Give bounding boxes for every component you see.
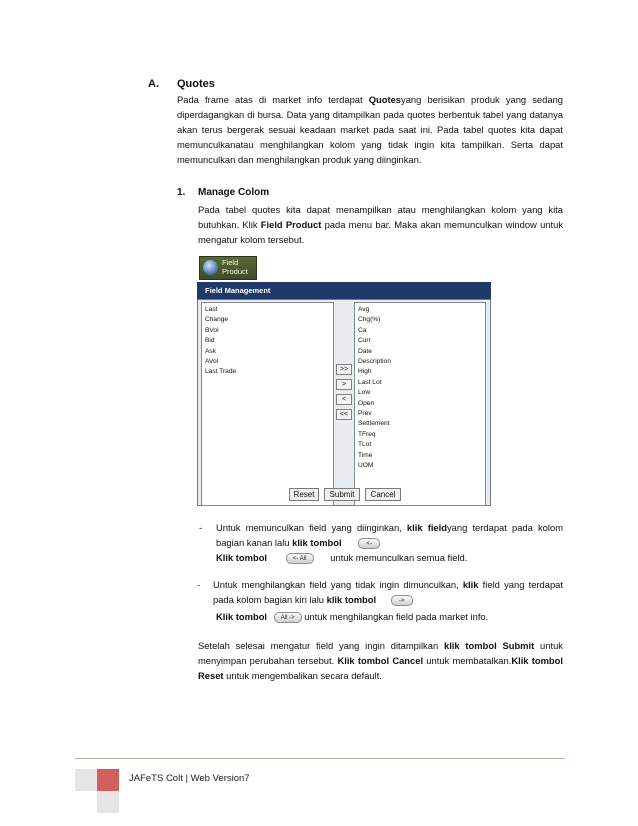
hidden-field-item[interactable]: High: [358, 368, 372, 376]
text-run: klik: [462, 579, 479, 590]
hidden-field-item[interactable]: Ca: [358, 326, 367, 334]
add-button[interactable]: >: [336, 379, 352, 390]
hidden-field-item[interactable]: Prev: [358, 410, 372, 418]
field-product-label: Field Product: [222, 258, 248, 276]
text-run: untuk membatalkan.: [423, 655, 512, 666]
text-run: yang berisikan produk yang sedang diperdagangkan di bursa. Data yang ditampilkan pada quotes berbentuk tabel yang datanya akan terus bergerak sesuai keadaan market pada saat ini. Pada tabel quotes kita dapat memunculkanatau menghilangkan kolom yang tidak ingin kita tampilkan. Serta dapat memunculkan dan menghilangkan produk yang diinginkan.: [177, 94, 563, 165]
hidden-field-item[interactable]: TLot: [358, 441, 372, 449]
text-run: Pada frame atas di market info terdapat: [177, 94, 369, 105]
globe-icon: [203, 260, 218, 275]
text-run: yang terdapat pada kolom bagian kanan lalu: [216, 522, 564, 548]
bullet-2-text: [213, 577, 563, 607]
window-body: [197, 299, 491, 506]
text-run: Untuk menghilangkan field yang tidak ingin dimunculkan,: [213, 579, 463, 590]
footer-divider: [75, 758, 565, 759]
hidden-field-item[interactable]: Curr: [358, 337, 371, 345]
text-run: klik tombol: [292, 537, 342, 548]
hidden-field-item[interactable]: UOM: [358, 462, 374, 470]
subsection-label: 1.: [177, 187, 186, 198]
hidden-field-item[interactable]: Date: [358, 347, 372, 355]
remove-all-button[interactable]: <<: [336, 409, 352, 420]
hidden-field-item[interactable]: Settlement: [358, 420, 390, 428]
text-run: Klik tombol Reset: [198, 655, 563, 681]
text-run: Field Product: [260, 219, 322, 230]
hidden-field-item[interactable]: Avg: [358, 306, 370, 313]
available-fields-list[interactable]: [201, 302, 334, 506]
hidden-field-item[interactable]: Chg(%): [358, 316, 381, 324]
bullet-1-text: [216, 520, 563, 550]
available-field-item[interactable]: BVol: [205, 326, 219, 334]
klik-tombol-label: Klik tombol: [216, 552, 268, 563]
text-run: pada menu bar. Maka akan memunculkan window untuk mengatur kolom tersebut.: [198, 219, 564, 245]
window-title: Field Management: [197, 282, 491, 299]
hidden-field-item[interactable]: Time: [358, 451, 373, 459]
footer-decor-square: [97, 791, 119, 813]
section-title: Quotes: [177, 78, 215, 90]
text-run: Klik tombol Cancel: [337, 655, 424, 666]
text-run: Setelah selesai mengatur field yang ingin ditampilkan: [198, 640, 444, 651]
field-management-screenshot: [197, 255, 493, 506]
section-label: A.: [148, 78, 159, 90]
reset-button[interactable]: Reset: [289, 488, 319, 501]
bullet-2-line2: [216, 609, 563, 624]
field-product-button[interactable]: [199, 256, 257, 280]
bullet-2-sentence: [213, 579, 563, 605]
move-all-right-button: All ->: [274, 612, 302, 623]
bullet-1-line2: [216, 550, 563, 565]
subsection-title: Manage Colom: [198, 187, 270, 198]
section-paragraph: [177, 92, 563, 167]
available-field-item[interactable]: Change: [205, 316, 229, 324]
text-run: Untuk memunculkan field yang diinginkan,: [216, 522, 407, 533]
available-field-item[interactable]: AVol: [205, 358, 219, 366]
available-field-item[interactable]: Last Trade: [205, 368, 237, 376]
footer-decor-square: [75, 769, 97, 791]
closing-paragraph: [198, 638, 563, 683]
text-run: klik tombol Submit: [443, 640, 535, 651]
move-left-button: <-: [358, 538, 380, 549]
available-field-item[interactable]: Last: [205, 306, 218, 313]
text-run: field yang terdapat pada kolom bagian kiri lalu: [213, 579, 564, 605]
hidden-field-item[interactable]: Last Lot: [358, 378, 382, 386]
hidden-field-item[interactable]: Open: [358, 399, 375, 407]
text-run: Pada tabel quotes kita dapat menampilkan atau menghilangkan kolom yang kita butuhkan. Klik: [198, 204, 563, 230]
text-run: untuk menyimpan perubahan tersebut.: [198, 640, 563, 666]
text-run: klik field: [406, 522, 447, 533]
hidden-fields-list[interactable]: [354, 302, 486, 506]
move-right-button: ->: [391, 595, 413, 606]
text-run: klik tombol: [326, 594, 377, 605]
cancel-button[interactable]: Cancel: [365, 488, 401, 501]
bullet-1-sentence: [216, 522, 563, 548]
footer-text: JAFeTS Colt | Web Version7: [129, 773, 250, 784]
available-field-item[interactable]: Bid: [205, 337, 215, 345]
available-field-item[interactable]: Ask: [205, 347, 216, 355]
hidden-field-item[interactable]: TFreq: [358, 430, 376, 438]
subsection-paragraph: [198, 202, 563, 247]
submit-button[interactable]: Submit: [324, 488, 360, 501]
hidden-field-item[interactable]: Low: [358, 389, 371, 397]
bullet-dash-1: -: [199, 522, 203, 533]
bullet-1-tail: untuk memunculkan semua field.: [330, 552, 468, 563]
remove-button[interactable]: <: [336, 394, 352, 405]
footer-decor-square-red: [97, 769, 119, 791]
text-run: Quotes: [368, 94, 402, 105]
text-run: untuk mengembalikan secara default.: [223, 670, 382, 681]
hidden-field-item[interactable]: Description: [358, 358, 391, 366]
bullet-2-tail: untuk menghilangkan field pada market info.: [304, 611, 489, 622]
klik-tombol-label-2: Klik tombol: [216, 611, 268, 622]
bullet-dash-2: -: [197, 579, 201, 590]
move-all-left-button: <- All: [286, 553, 314, 564]
add-all-button[interactable]: >>: [336, 364, 352, 375]
